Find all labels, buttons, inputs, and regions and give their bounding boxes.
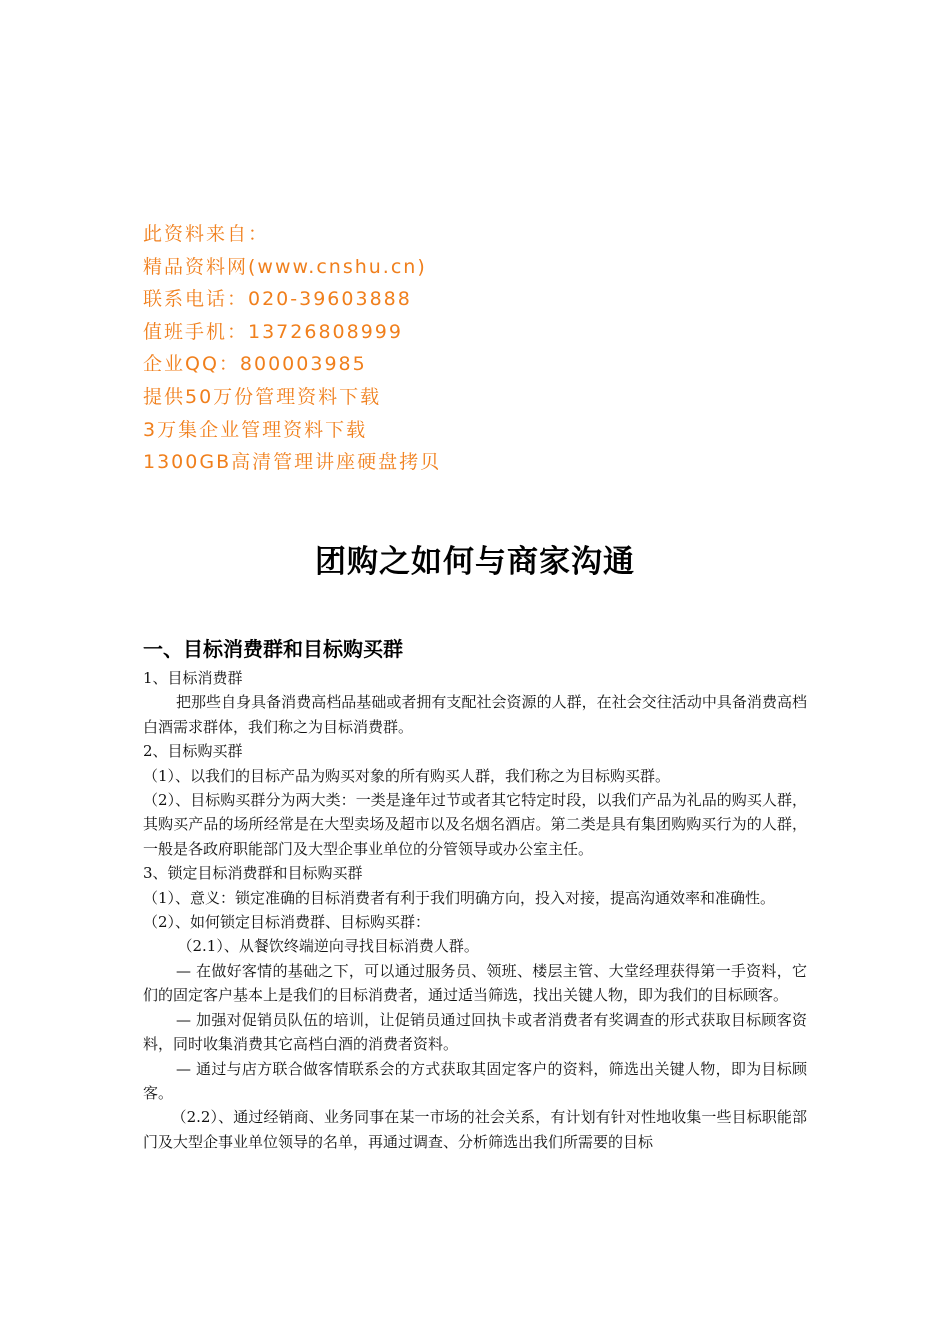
paragraph: （1）、意义：锁定准确的目标消费者有利于我们明确方向，投入对接，提高沟通效率和准确性。 bbox=[143, 888, 776, 907]
paragraph: （2.1）、从餐饮终端逆向寻找目标消费人群。 bbox=[177, 937, 479, 956]
document-body bbox=[143, 632, 807, 1154]
subheading: 1、目标消费群 bbox=[143, 669, 243, 687]
promo-line: 提供50万份管理资料下载 bbox=[143, 385, 382, 408]
promo-line: 3万集企业管理资料下载 bbox=[143, 418, 368, 441]
subheading: 3、锁定目标消费群和目标购买群 bbox=[143, 864, 363, 883]
bullet-paragraph: — 通过与店方联合做客情联系会的方式获取其固定客户的资料，筛选出关键人物，即为目标顾客。 bbox=[143, 1059, 807, 1102]
promo-line: 值班手机：13726808999 bbox=[143, 320, 403, 343]
promo-line: 精品资料网(www.cnshu.cn) bbox=[143, 255, 427, 278]
promo-line: 1300GB高清管理讲座硬盘拷贝 bbox=[143, 451, 442, 474]
promo-line: 联系电话：020-39603888 bbox=[143, 288, 412, 311]
bullet-paragraph: — 在做好客情的基础之下，可以通过服务员、领班、楼层主管、大堂经理获得第一手资料，它们的固定客户基本上是我们的目标消费者，通过适当筛选，找出关键人物，即为我们的目标顾客。 bbox=[143, 961, 807, 1005]
paragraph: （2.2）、通过经销商、业务同事在某一市场的社会关系，有计划有针对性地收集一些目标职能部门及大型企事业单位领导的名单，再通过调查、分析筛选出我们所需要的目标 bbox=[143, 1108, 807, 1151]
paragraph: （2）、如何锁定目标消费群、目标购买群： bbox=[143, 913, 431, 932]
subheading: 2、目标购买群 bbox=[143, 742, 243, 761]
paragraph: 把那些自身具备消费高档品基础或者拥有支配社会资源的人群，在社会交往活动中具备消费高档白酒需求群体，我们称之为目标消费群。 bbox=[143, 693, 807, 736]
promo-line: 此资料来自： bbox=[143, 223, 270, 245]
document-title: 团购之如何与商家沟通 bbox=[315, 544, 635, 580]
paragraph: （1）、以我们的目标产品为购买对象的所有购买人群，我们称之为目标购买群。 bbox=[143, 766, 671, 785]
promo-block bbox=[143, 218, 441, 479]
paragraph: （2）、目标购买群分为两大类：一类是逢年过节或者其它特定时段，以我们产品为礼品的购买人群，其购买产品的场所经常是在大型卖场及超市以及名烟名酒店。第二类是具有集团购购买行为的人群，一般是各政府职能部门及大型企事业单位的分管领导或办公室主任。 bbox=[143, 791, 807, 858]
bullet-paragraph: — 加强对促销员队伍的培训，让促销员通过回执卡或者消费者有奖调查的形式获取目标顾客资料，同时收集消费其它高档白酒的消费者资料。 bbox=[143, 1010, 807, 1054]
section-heading: 一、目标消费群和目标购买群 bbox=[143, 637, 403, 661]
promo-line: 企业QQ：800003985 bbox=[143, 353, 367, 376]
